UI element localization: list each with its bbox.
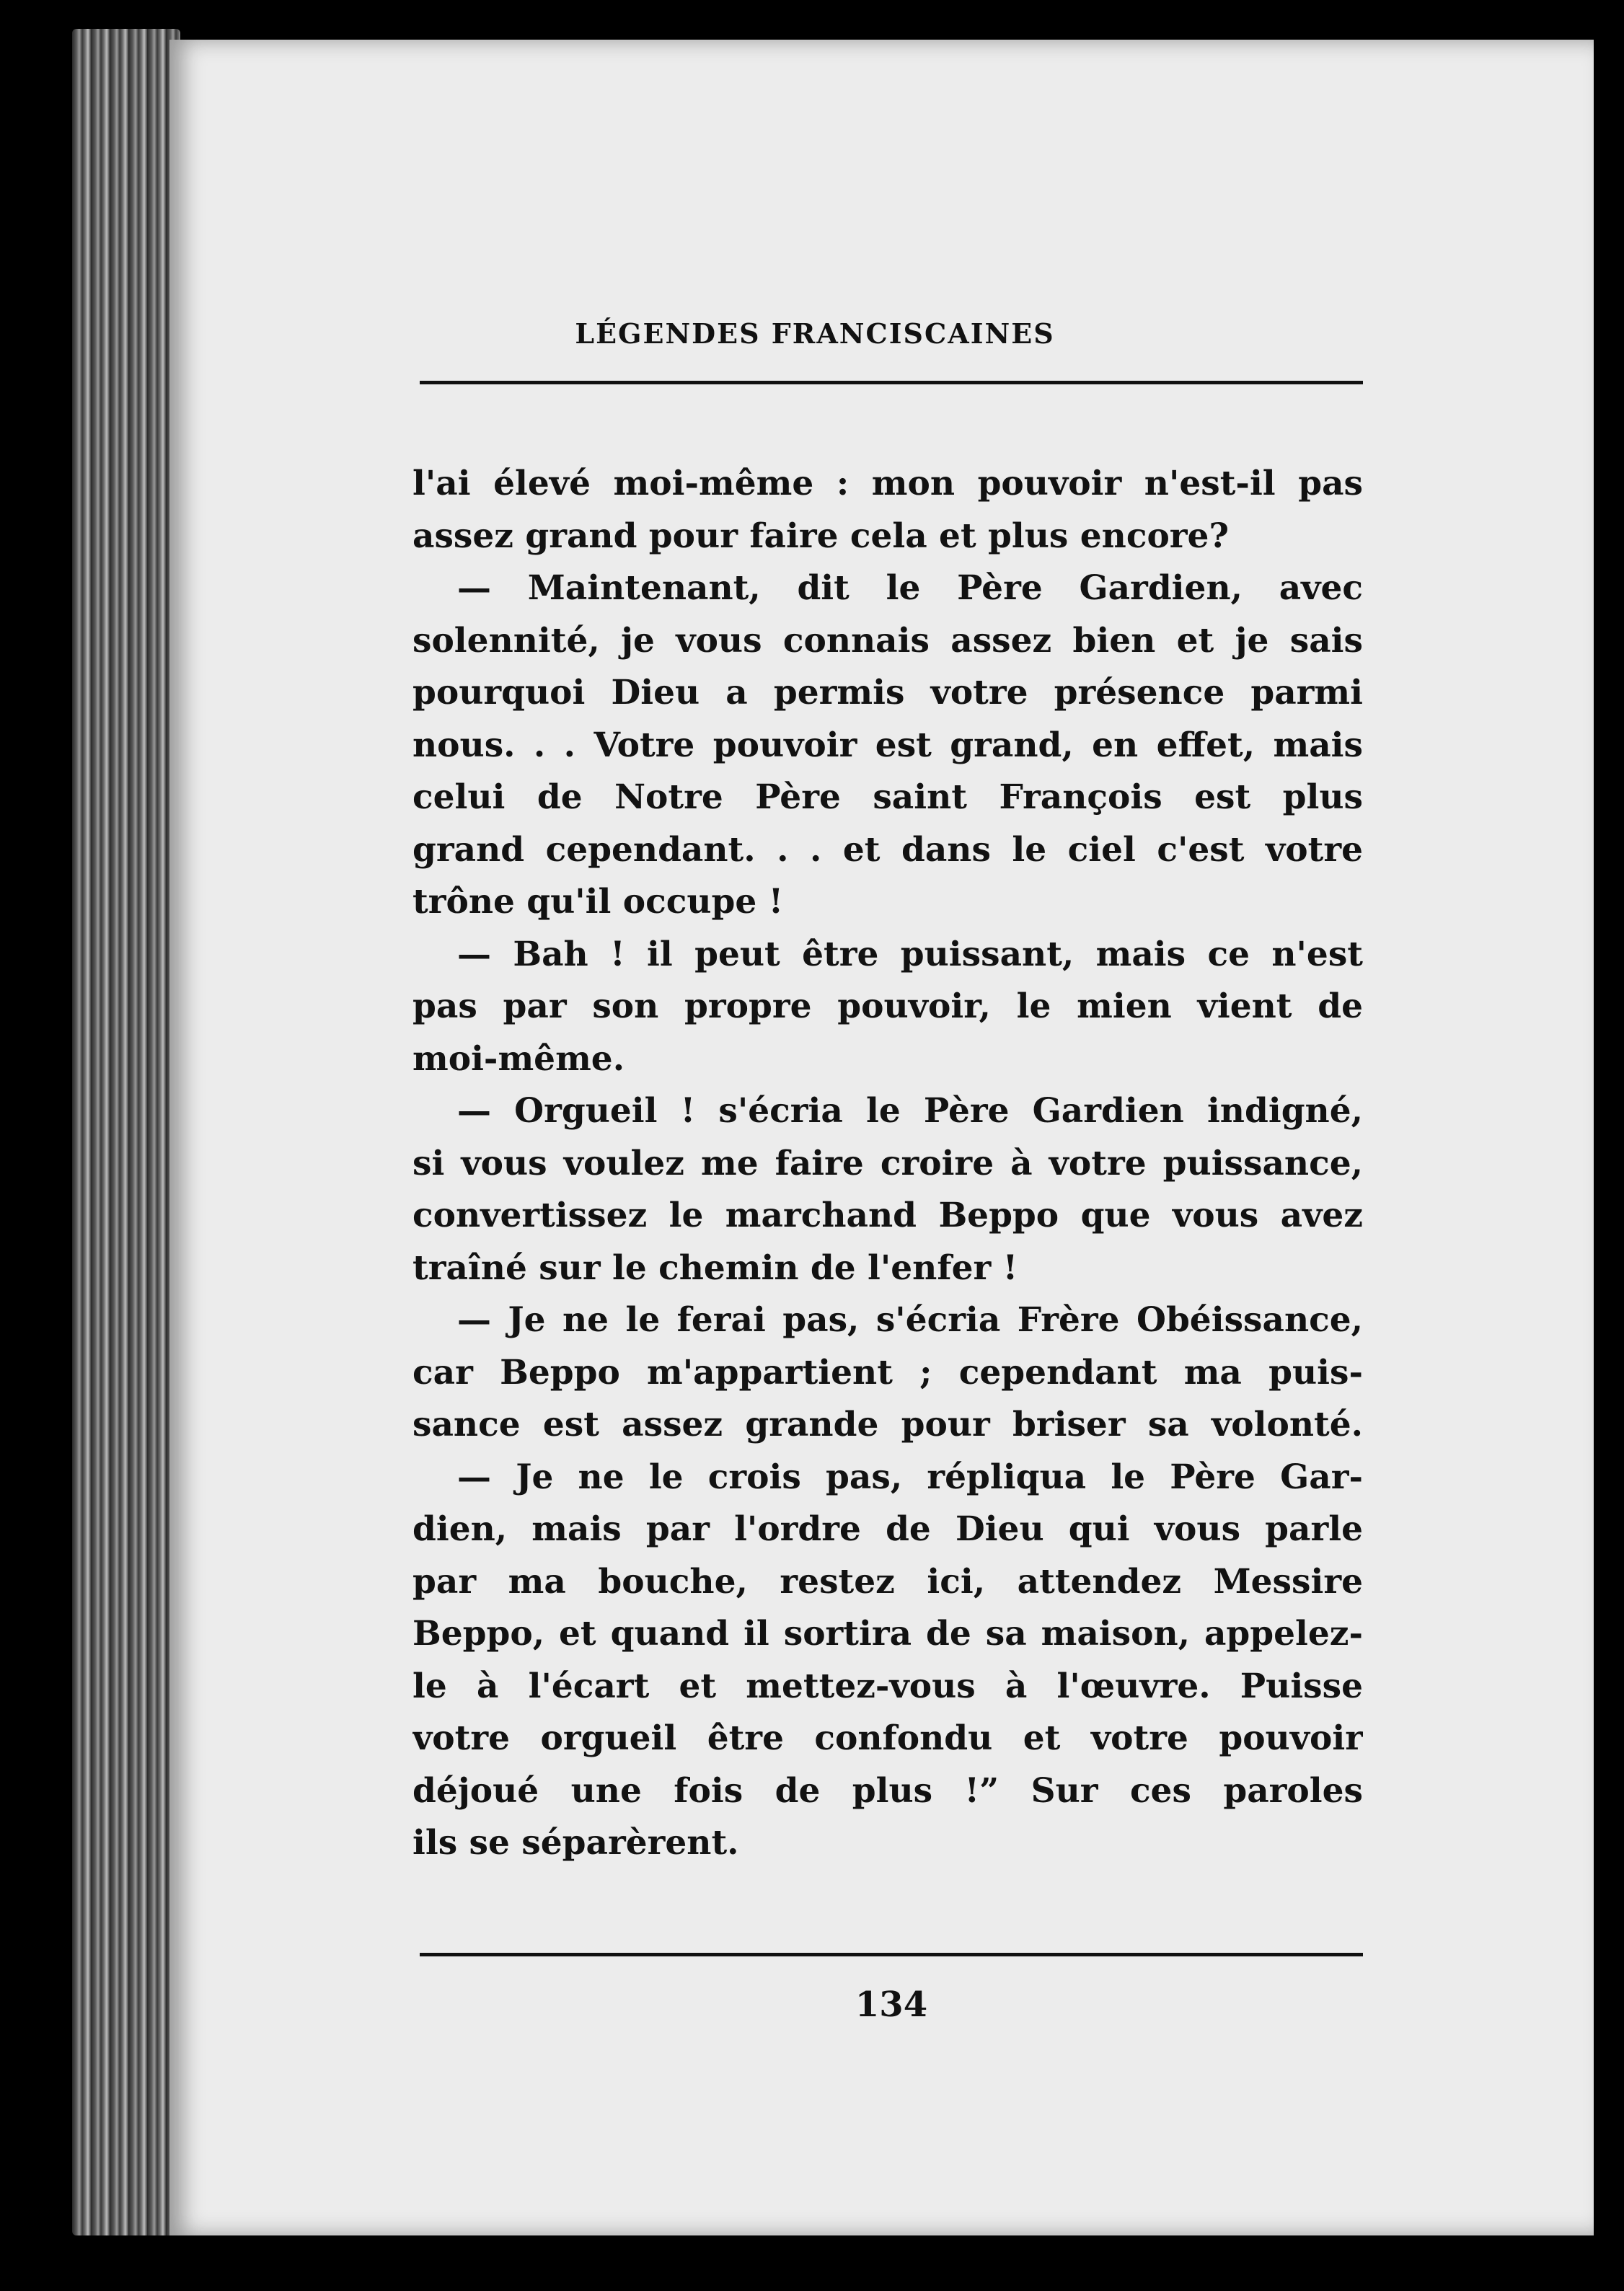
text-line: celui de Notre Père saint François est plus: [412, 777, 1363, 817]
text-line: — Je ne le ferai pas, s'écria Frère Obéissance,: [457, 1300, 1363, 1340]
text-line: traîné sur le chemin de l'enfer !: [412, 1248, 1018, 1288]
text-line: convertissez le marchand Beppo que vous avez: [412, 1196, 1363, 1235]
text-line: — Orgueil ! s'écria le Père Gardien indigné,: [457, 1091, 1363, 1131]
text-line: si vous voulez me faire croire à votre puissance,: [412, 1143, 1363, 1183]
text-line: ils se séparèrent.: [412, 1823, 739, 1863]
text-line: sance est assez grande pour briser sa volonté.: [412, 1405, 1363, 1444]
text-line: — Maintenant, dit le Père Gardien, avec: [457, 568, 1363, 608]
text-line: grand cependant. . . et dans le ciel c'est votre: [412, 829, 1363, 870]
footer-rule: [420, 1953, 1363, 1956]
text-line: Beppo, et quand il sortira de sa maison, appelez-: [412, 1614, 1363, 1654]
text-line: dien, mais par l'ordre de Dieu qui vous parle: [412, 1509, 1363, 1549]
text-line: l'ai élevé moi-même : mon pouvoir n'est-il pas: [412, 464, 1363, 503]
text-line: moi-même.: [412, 1038, 625, 1079]
text-line: trône qu'il occupe !: [412, 882, 784, 922]
page-number: 134: [855, 1985, 928, 2025]
book-page-edges: [72, 29, 180, 2235]
text-line: — Bah ! il peut être puissant, mais ce n'est: [457, 934, 1363, 974]
header-rule: [420, 381, 1363, 384]
text-line: car Beppo m'appartient ; cependant ma puis-: [412, 1352, 1363, 1392]
running-head: LÉGENDES FRANCISCAINES: [575, 317, 1055, 350]
text-line: pas par son propre pouvoir, le mien vient de: [412, 986, 1363, 1026]
body-text: [412, 458, 1363, 1870]
text-line: le à l'écart et mettez-vous à l'œuvre. Puisse: [412, 1666, 1363, 1706]
text-line: déjoué une fois de plus !” Sur ces paroles: [412, 1770, 1363, 1811]
text-line: pourquoi Dieu a permis votre présence parmi: [412, 673, 1363, 712]
text-line: assez grand pour faire cela et plus encore?: [412, 516, 1229, 556]
text-line: solennité, je vous connais assez bien et je sais: [412, 620, 1363, 661]
text-line: votre orgueil être confondu et votre pouvoir: [412, 1718, 1363, 1758]
text-line: — Je ne le crois pas, répliqua le Père Gar-: [457, 1457, 1363, 1497]
text-line: par ma bouche, restez ici, attendez Messire: [412, 1561, 1363, 1602]
text-line: nous. . . Votre pouvoir est grand, en effet, mais: [412, 725, 1363, 765]
